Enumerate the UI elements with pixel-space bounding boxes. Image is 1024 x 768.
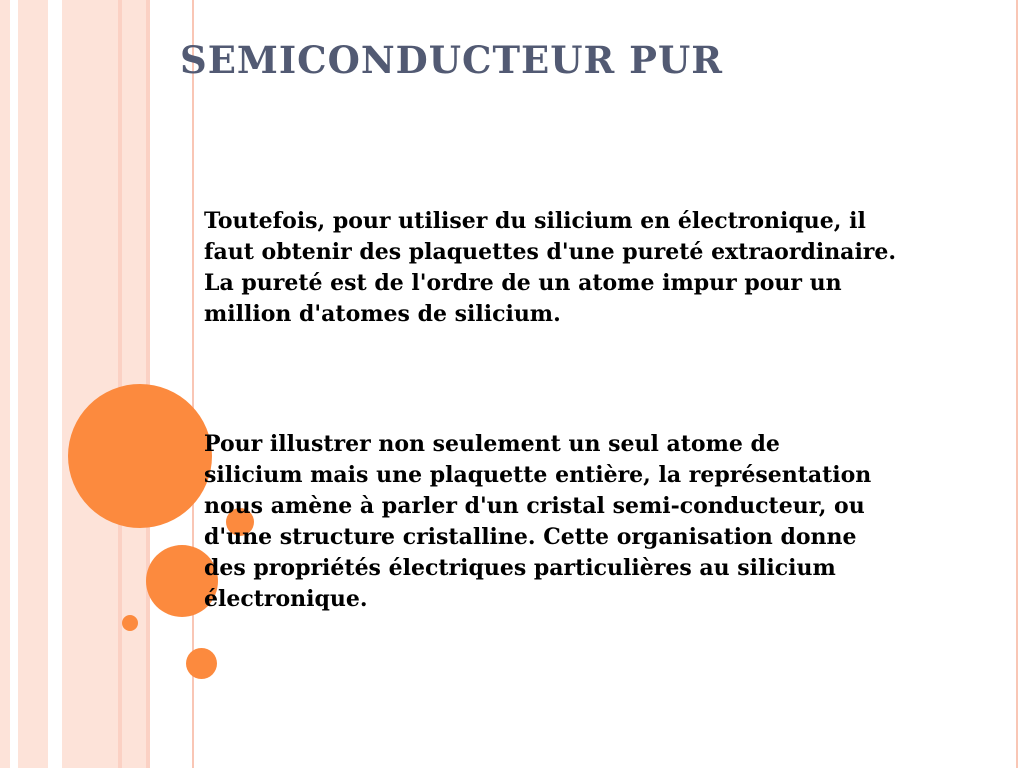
stripe-5 bbox=[62, 0, 118, 768]
slide-title: SEMICONDUCTEUR PUR bbox=[180, 38, 723, 82]
paragraph-2-line-2: silicium mais une plaquette entière, la représentation bbox=[204, 462, 872, 488]
paragraph-1-line-4: million d'atomes de silicium. bbox=[204, 301, 561, 327]
paragraph-2-line-4: d'une structure cristalline. Cette organisation donne bbox=[204, 524, 857, 550]
paragraph-2 bbox=[204, 429, 964, 615]
divider-line-right bbox=[1016, 0, 1018, 768]
decor-circle-tiny bbox=[122, 615, 138, 631]
paragraph-1 bbox=[204, 206, 964, 330]
paragraph-1-line-3: La pureté est de l'ordre de un atome impur pour un bbox=[204, 270, 842, 296]
paragraph-1-line-2: faut obtenir des plaquettes d'une pureté extraordinaire. bbox=[204, 239, 897, 265]
stripe-3 bbox=[18, 0, 48, 768]
paragraph-2-line-5: des propriétés électriques particulières au silicium bbox=[204, 555, 836, 581]
stripe-4 bbox=[48, 0, 62, 768]
stripe-1 bbox=[0, 0, 10, 768]
paragraph-2-line-6: électronique. bbox=[204, 586, 368, 612]
paragraph-2-line-1: Pour illustrer non seulement un seul atome de bbox=[204, 431, 780, 457]
stripe-2 bbox=[10, 0, 18, 768]
decor-circle-bottom bbox=[186, 648, 217, 679]
paragraph-1-line-1: Toutefois, pour utiliser du silicium en électronique, il bbox=[204, 208, 866, 234]
decor-circle-large bbox=[68, 384, 212, 528]
paragraph-2-line-3: nous amène à parler d'un cristal semi-conducteur, ou bbox=[204, 493, 865, 519]
